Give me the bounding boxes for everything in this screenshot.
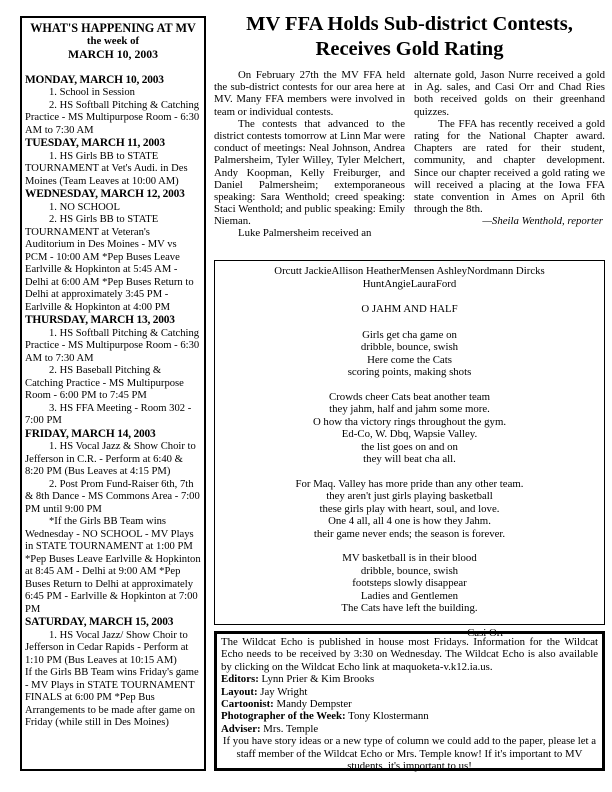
day-heading: MONDAY, MARCH 10, 2003 — [25, 74, 164, 87]
schedule-item: 2. HS Baseball Pitching & Catching Practice - MS Multipurpose Room - 6:00 PM to 7:45 PM — [25, 365, 184, 402]
credit-label: Photographer of the Week: — [221, 710, 346, 723]
day-items — [25, 202, 201, 315]
day-section — [25, 616, 201, 729]
schedule-days — [25, 74, 201, 730]
schedule-item: 2. HS Softball Pitching & Catching Practice - MS Multipurpose Room - 6:30 AM to 7:30 AM — [25, 99, 200, 136]
poem-line: they will beat cha all. — [363, 453, 456, 466]
poem-line: dribble, bounce, swish — [360, 341, 459, 354]
credit-line — [221, 723, 598, 735]
schedule-item: If the Girls BB Team wins Friday's game - MV Plays in STATE TOURNAMENT FINALS at 6:00 PM *Pep Bus Arrangements to be made after game on Friday (while still in Des Moines) — [25, 667, 199, 729]
schedule-item: 1. School in Session — [49, 87, 135, 99]
day-section — [25, 314, 201, 427]
article-paragraph: Luke Palmersheim received an — [238, 227, 372, 240]
main-article — [214, 12, 605, 240]
poem-line: footsteps slowly disappear — [352, 577, 467, 590]
poem-names-line-2: HuntAngieLauraFord — [362, 277, 457, 290]
poem-line: these girls play with heart, soul, and love. — [319, 502, 500, 515]
poem-line: O how tha victory rings throughout the gym. — [312, 415, 507, 428]
day-section — [25, 188, 201, 314]
day-items — [25, 328, 201, 428]
schedule-item: 2. HS Girls BB to STATE TOURNAMENT at Veteran's Auditorium in Des Moines - MV vs PCM - 10:00 AM *Pep Buses Leave Earlville & Hopkinton at 5:45 AM - Delhi at 6:00 AM *Pep Buses Return to Delhi at approximately 3:45 PM - Earlville & Hopkinton at 4:00 PM — [25, 214, 194, 313]
poem-stanza — [215, 391, 604, 466]
credit-line — [221, 710, 598, 722]
day-items — [25, 441, 201, 616]
credit-value: Mandy Dempster — [273, 698, 352, 711]
schedule-item: 1. HS Vocal Jazz/ Show Choir to Jefferson in Cedar Rapids - Perform at 1:10 PM (Bus Leaves at 10:15 AM) — [25, 629, 189, 666]
poem-stanza — [215, 552, 604, 615]
article-paragraph: The contests that advanced to the district contests tomorrow at Linn Mar were conduct of meetings: Neal Johnson, Andrea Palmersheim, Tyler Willey, Tyler Melchert, Andy Koopman, Kelly Freiburger, and Daniel Palmersheim; extemporaneous speaking: Sara Wenthold; creed speaking: Staci Wenthold; and public speaking: Emily Nieman. — [214, 117, 405, 228]
schedule-title: WHAT'S HAPPENING AT MV — [30, 21, 196, 35]
schedule-item: 1. NO SCHOOL — [49, 201, 120, 213]
credit-label: Editors: — [221, 673, 259, 686]
poem-stanza-lines — [215, 552, 604, 615]
credit-value: Jay Wright — [257, 685, 308, 698]
credit-line — [221, 698, 598, 710]
day-section — [25, 428, 201, 616]
schedule-item: 1. HS Vocal Jazz & Show Choir to Jefferson in C.R. - Perform at 6:40 & 8:20 PM (Bus Leaves at 4:15 PM) — [25, 441, 196, 478]
poem-names-line-1: Orcutt JackieAllison HeatherMensen AshleyNordmann Dircks — [274, 265, 545, 277]
article-byline: —Sheila Wenthold, reporter — [482, 215, 603, 228]
day-section — [25, 74, 201, 137]
poem-line: dribble, bounce, swish — [360, 564, 459, 577]
credit-value: Tony Klostermann — [345, 710, 429, 723]
day-items — [25, 87, 201, 137]
credit-label: Cartoonist: — [221, 698, 274, 711]
article-title: MV FFA Holds Sub-district Contests, Receives Gold Rating — [246, 13, 573, 60]
poem-line: Ed-Co, W. Dbq, Wapsie Valley. — [341, 428, 478, 441]
day-heading: FRIDAY, MARCH 14, 2003 — [25, 427, 156, 440]
poem-stanza-lines — [215, 329, 604, 379]
poem-box — [214, 260, 605, 639]
day-heading: WEDNESDAY, MARCH 12, 2003 — [25, 188, 185, 201]
day-heading: TUESDAY, MARCH 11, 2003 — [25, 137, 165, 150]
info-intro: The Wildcat Echo is published in house most Fridays. Information for the Wildcat Echo needs to be received by 3:30 on Wednesday. The Wildcat Echo is also available by clicking on the Wildcat Echo link at maquoketa-v.k12.ia.us. — [221, 636, 598, 673]
day-heading: SATURDAY, MARCH 15, 2003 — [25, 616, 174, 629]
schedule-item: 2. Post Prom Fund-Raiser 6th, 7th & 8th Dance - MS Commons Area - 7:00 PM until 9:00 PM — [25, 478, 200, 515]
poem-stanza — [215, 329, 604, 379]
poem-stanza-lines — [215, 391, 604, 466]
article-paragraph: The FFA has recently received a gold rating for the National Chapter award. Chapters are rated for their student, community, and chapter development. Since our chapter received a gold rating we will received a placing at the Iowa FFA state convention in Ames on April 6th through the 8th. — [414, 117, 605, 216]
poem-line: Crowds cheer Cats beat another team — [329, 390, 490, 403]
info-box — [214, 631, 605, 771]
poem-line: MV basketball is in their blood — [342, 552, 477, 565]
poem-line: Ladies and Gentlemen — [360, 589, 459, 602]
poem-stanza — [215, 478, 604, 541]
poem-line: their game never ends; the season is forever. — [313, 527, 506, 540]
schedule-item: 1. HS Softball Pitching & Catching Practice - MS Multipurpose Room - 6:30 AM to 7:30 AM — [25, 327, 200, 364]
article-columns — [214, 69, 605, 240]
schedule-item: 1. HS Girls BB to STATE TOURNAMENT at Vet's Audi. in Des Moines (Team Leaves at 10:00 AM) — [25, 150, 188, 187]
schedule-item: 3. HS FFA Meeting - Room 302 - 7:00 PM — [25, 402, 192, 427]
article-paragraph: alternate gold, Jason Nurre received a gold in Ag. sales, and Casi Orr and Chad Ries both received golds on their greenhand quizzes. — [414, 69, 605, 118]
credit-label: Adviser: — [221, 722, 261, 735]
day-items — [25, 630, 201, 730]
credit-line — [221, 686, 598, 698]
poem-stanza-lines — [215, 478, 604, 541]
poem-line: they jahm, half and jahm some more. — [329, 403, 490, 416]
poem-title: O JAHM AND HALF — [361, 303, 458, 316]
credits-list — [221, 673, 598, 735]
day-section — [25, 137, 201, 188]
article-paragraph: On February 27th the MV FFA held the sub-district contests for our area here at MV. Many FFA members were involved in team or individual contests. — [214, 69, 405, 118]
poem-line: Here come the Cats — [367, 353, 452, 366]
poem-line: they aren't just girls playing basketball — [326, 490, 493, 503]
poem-byline: —Casi Orr — [456, 626, 504, 639]
poem-line: The Cats have left the building. — [341, 602, 478, 615]
credit-value: Mrs. Temple — [260, 722, 319, 735]
day-items — [25, 151, 201, 189]
schedule-subtitle: the week of — [86, 35, 140, 48]
poem-line: the list goes on and on — [361, 440, 458, 453]
info-outro: If you have story ideas or a new type of column we could add to the paper, please let a staff member of the Wildcat Echo or Mrs. Temple know! If it's important to MV students, it's important to us! — [222, 735, 597, 773]
article-column-2-paragraphs — [414, 69, 605, 215]
credit-value: Lynn Prier & Kim Brooks — [258, 673, 375, 686]
schedule-week-date: MARCH 10, 2003 — [67, 47, 159, 62]
day-heading: THURSDAY, MARCH 13, 2003 — [25, 314, 175, 327]
schedule-box — [20, 16, 206, 771]
schedule-item: *If the Girls BB Team wins Wednesday - NO SCHOOL - MV Plays in STATE TOURNAMENT at 1:00 PM *Pep Buses Leave Earlville & Hopkinton at 8:45 AM - Delhi at 9:00 AM *Pep Buses Return to Delhi at approximately 6:45 PM - Earlville & Hopkinton at 7:00 PM — [25, 516, 201, 615]
schedule-header — [25, 21, 201, 62]
poem-line: scoring points, making shots — [347, 366, 472, 379]
credit-label: Layout: — [221, 685, 258, 698]
article-column-2 — [414, 69, 605, 240]
poem-line: For Maq. Valley has more pride than any other team. — [295, 477, 524, 490]
poem-line: Girls get cha game on — [362, 328, 457, 341]
credit-line — [221, 673, 598, 685]
poem-stanzas — [215, 329, 604, 615]
poem-line: One 4 all, all 4 one is how they Jahm. — [328, 515, 491, 528]
poem-author-names — [215, 265, 604, 290]
article-column-1 — [214, 69, 405, 240]
